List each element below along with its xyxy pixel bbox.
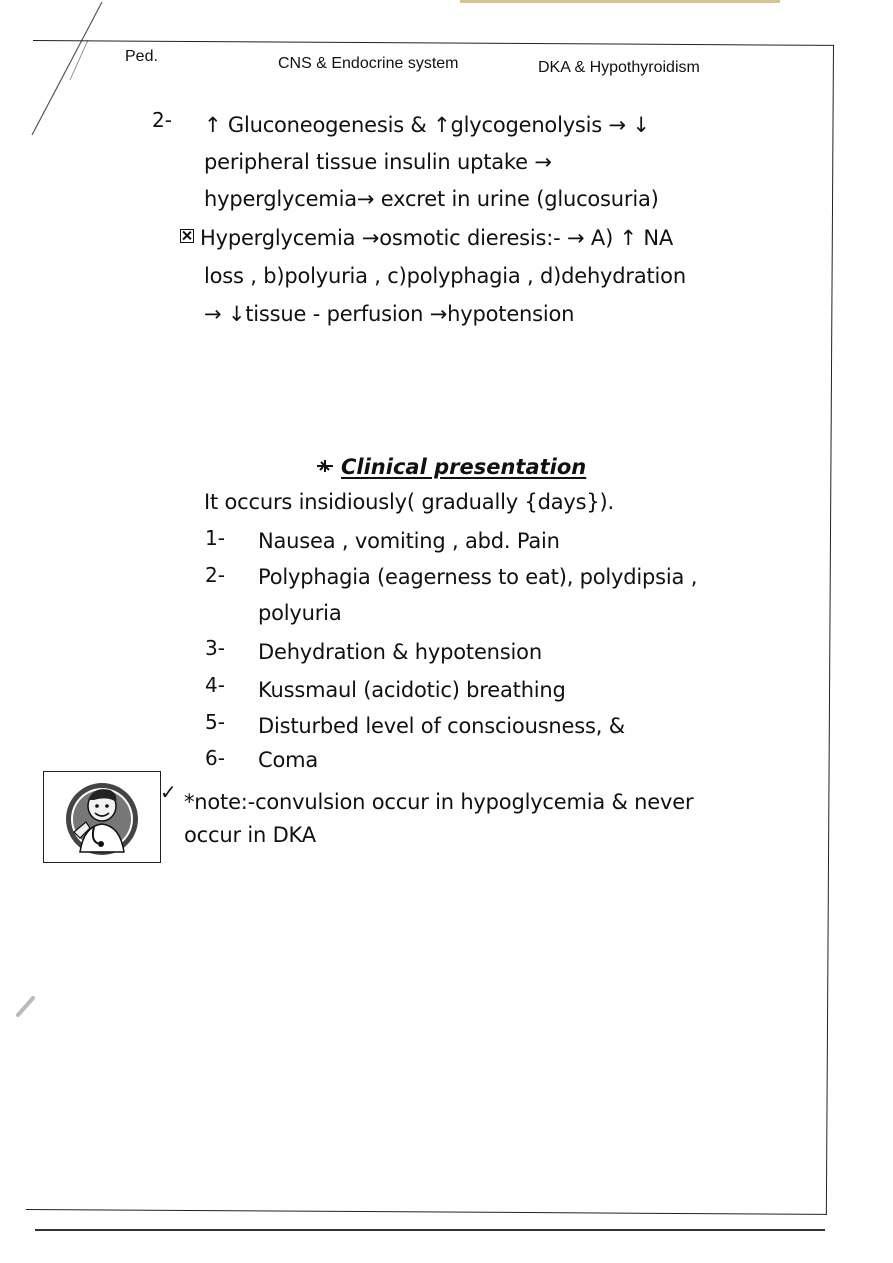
item-number: 1- [205,526,225,550]
section-heading [315,455,586,479]
doctor-icon [44,772,160,862]
clinical-intro: It occurs insidiously( gradually {days}). [204,490,614,514]
note-line-1: *note:-convulsion occur in hypoglycemia & never [184,790,694,814]
bottom-rule [35,1229,825,1231]
item-number: 5- [205,710,225,734]
pushpin-icon [315,455,335,479]
list-item: Dehydration & hypotension [258,640,542,664]
list-item-continued: polyuria [258,601,342,625]
patho-bullet-line-1 [180,226,673,250]
header-subject: Ped. [125,48,158,65]
list-item: Disturbed level of consciousness, & [258,714,625,738]
item-number: 4- [205,673,225,697]
list-item: Polyphagia (eagerness to eat), polydipsia , [258,565,698,589]
patho-line-1: ↑ Gluconeogenesis & ↑glycogenolysis → ↓ [204,113,650,137]
note-line-2: occur in DKA [184,823,316,847]
section-title-text: Clinical presentation [341,455,587,479]
scan-top-edge [460,0,780,3]
list-item: Coma [258,748,319,772]
patho-bullet-text-1: Hyperglycemia →osmotic dieresis:- → A) ↑ NA [200,226,674,250]
checkbox-x-icon [180,229,194,243]
item-number: 2- [205,563,225,587]
item-number: 3- [205,636,225,660]
check-icon: ✓ [160,780,177,804]
patho-line-2: peripheral tissue insulin uptake → [204,150,552,174]
list-item: Nausea , vomiting , abd. Pain [258,529,560,553]
list-item: Kussmaul (acidotic) breathing [258,678,566,702]
patho-bullet-line-3: → ↓tissue - perfusion →hypotension [204,302,575,326]
patho-bullet-line-2: loss , b)polyuria , c)polyphagia , d)dehydration [204,264,686,288]
header-topic: DKA & Hypothyroidism [538,59,700,76]
page-border [26,40,834,1215]
point-number: 2- [152,108,172,132]
doctor-illustration [43,771,161,863]
header-chapter: CNS & Endocrine system [278,55,459,72]
item-number: 6- [205,746,225,770]
patho-line-3: hyperglycemia→ excret in urine (glucosuria) [204,187,659,211]
